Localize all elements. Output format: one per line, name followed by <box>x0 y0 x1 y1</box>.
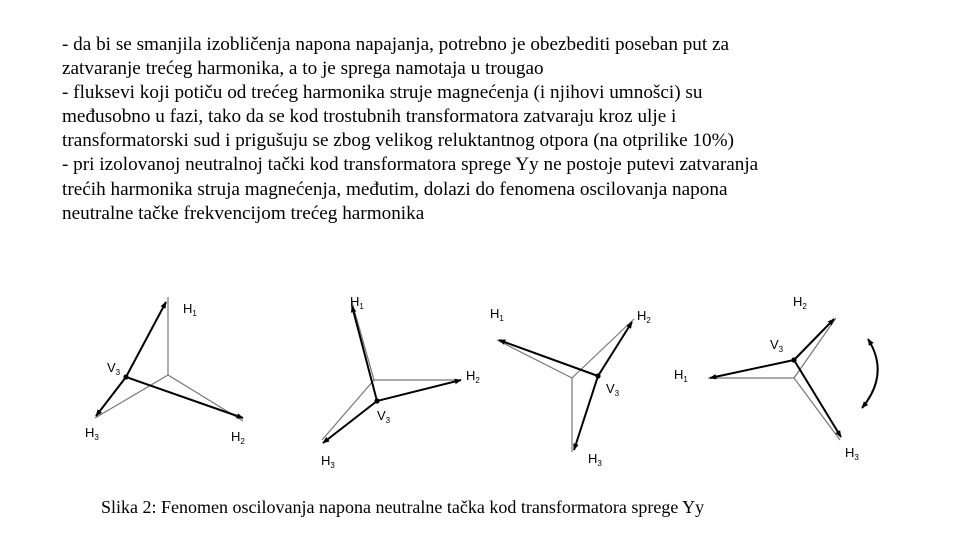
text-line: - fluksevi koji potiču od trećeg harmonika struje magnećenja (i njihovi umnošci) su <box>62 82 703 104</box>
phasor-h1 <box>499 340 598 376</box>
svg-text:H1: $H_1$ <box>490 306 504 323</box>
svg-text:V3: $V_3$ <box>377 408 391 425</box>
neutral-point-v3 <box>595 373 600 378</box>
figure-caption: Slika 2: Fenomen oscilovanja napona neutralne tačka kod transformatora sprege Yy <box>101 497 705 517</box>
oscillation-arrow <box>862 339 878 408</box>
text-line: neutralne tačke frekvencijom trećeg harmonika <box>62 202 425 224</box>
svg-text:H3: $H_3$ <box>845 445 859 462</box>
svg-text:H3: $H_3$ <box>588 451 602 468</box>
label-h3: H <box>85 425 95 440</box>
svg-text:H2: $H_2$ <box>466 368 480 385</box>
svg-text:H3: $H_3$ <box>321 453 335 470</box>
svg-text:V3: $V_3$ <box>606 381 620 398</box>
phasor-h1 <box>710 360 794 378</box>
phasor-diagram-1 <box>95 297 243 421</box>
label-h2: H <box>637 308 647 323</box>
label-h3: H <box>845 445 855 460</box>
phasor-h1 <box>126 302 166 377</box>
label-h2: H <box>793 294 803 309</box>
svg-text:H1: $H_1$ <box>350 294 364 311</box>
phasor-h2 <box>794 319 834 360</box>
svg-text:H1: $H_1$ <box>183 301 197 318</box>
text-line: zatvaranje trećeg harmonika, a to je sprega namotaja u trougao <box>62 58 544 80</box>
phasor-h3 <box>574 376 598 450</box>
svg-text:V3: $V_3$ <box>107 360 121 377</box>
phasor-h2 <box>377 380 461 401</box>
svg-text:H1: $H_1$ <box>674 367 688 384</box>
svg-text:H2: $H_2$ <box>637 308 651 325</box>
svg-text:H2: $H_2$ <box>793 294 807 311</box>
reference-line-h3 <box>95 375 168 418</box>
reference-line-h1 <box>352 302 374 380</box>
text-line: transformatorski sud i prigušuju se zbog velikog reluktantnog otpora (na otprilike 10%) <box>62 130 734 152</box>
neutral-point-v3 <box>791 357 796 362</box>
svg-text:H2: $H_2$ <box>231 429 245 446</box>
neutral-point-v3 <box>374 398 379 403</box>
svg-text:V3: $V_3$ <box>770 337 784 354</box>
reference-line-h1 <box>497 340 572 378</box>
label-h1: H <box>490 306 500 321</box>
svg-text:H3: $H_3$ <box>85 425 99 442</box>
phasor-h2 <box>126 377 243 418</box>
label-h1: H <box>183 301 193 316</box>
phasor-diagram-2 <box>322 302 461 443</box>
label-v3: V <box>107 360 116 375</box>
label-h1: H <box>350 294 360 309</box>
label-v3: V <box>377 408 386 423</box>
phasor-diagram-4 <box>708 318 878 440</box>
phasor-h1 <box>352 306 377 401</box>
label-v3: V <box>606 381 615 396</box>
reference-line-h3 <box>794 378 840 440</box>
label-h3: H <box>321 453 331 468</box>
text-line: - pri izolovanoj neutralnoj tački kod transformatora sprege Yy ne postoje putevi zatvaranja <box>62 154 759 176</box>
label-h2: H <box>231 429 241 444</box>
label-v3: V <box>770 337 779 352</box>
label-h1: H <box>674 367 684 382</box>
text-line: međusobno u fazi, tako da se kod trostubnih transformatora zatvaraju kroz ulje i <box>62 106 677 128</box>
text-line: trećih harmonika struja magnećenja, međutim, dolazi do fenomena oscilovanja napona <box>62 178 728 200</box>
neutral-point-v3 <box>123 374 128 379</box>
text-line: - da bi se smanjila izobličenja napona napajanja, potrebno je obezbediti poseban put za <box>62 34 730 55</box>
phasor-h3 <box>794 360 841 437</box>
label-h2: H <box>466 368 476 383</box>
phasor-h3 <box>96 377 126 416</box>
label-h3: H <box>588 451 598 466</box>
